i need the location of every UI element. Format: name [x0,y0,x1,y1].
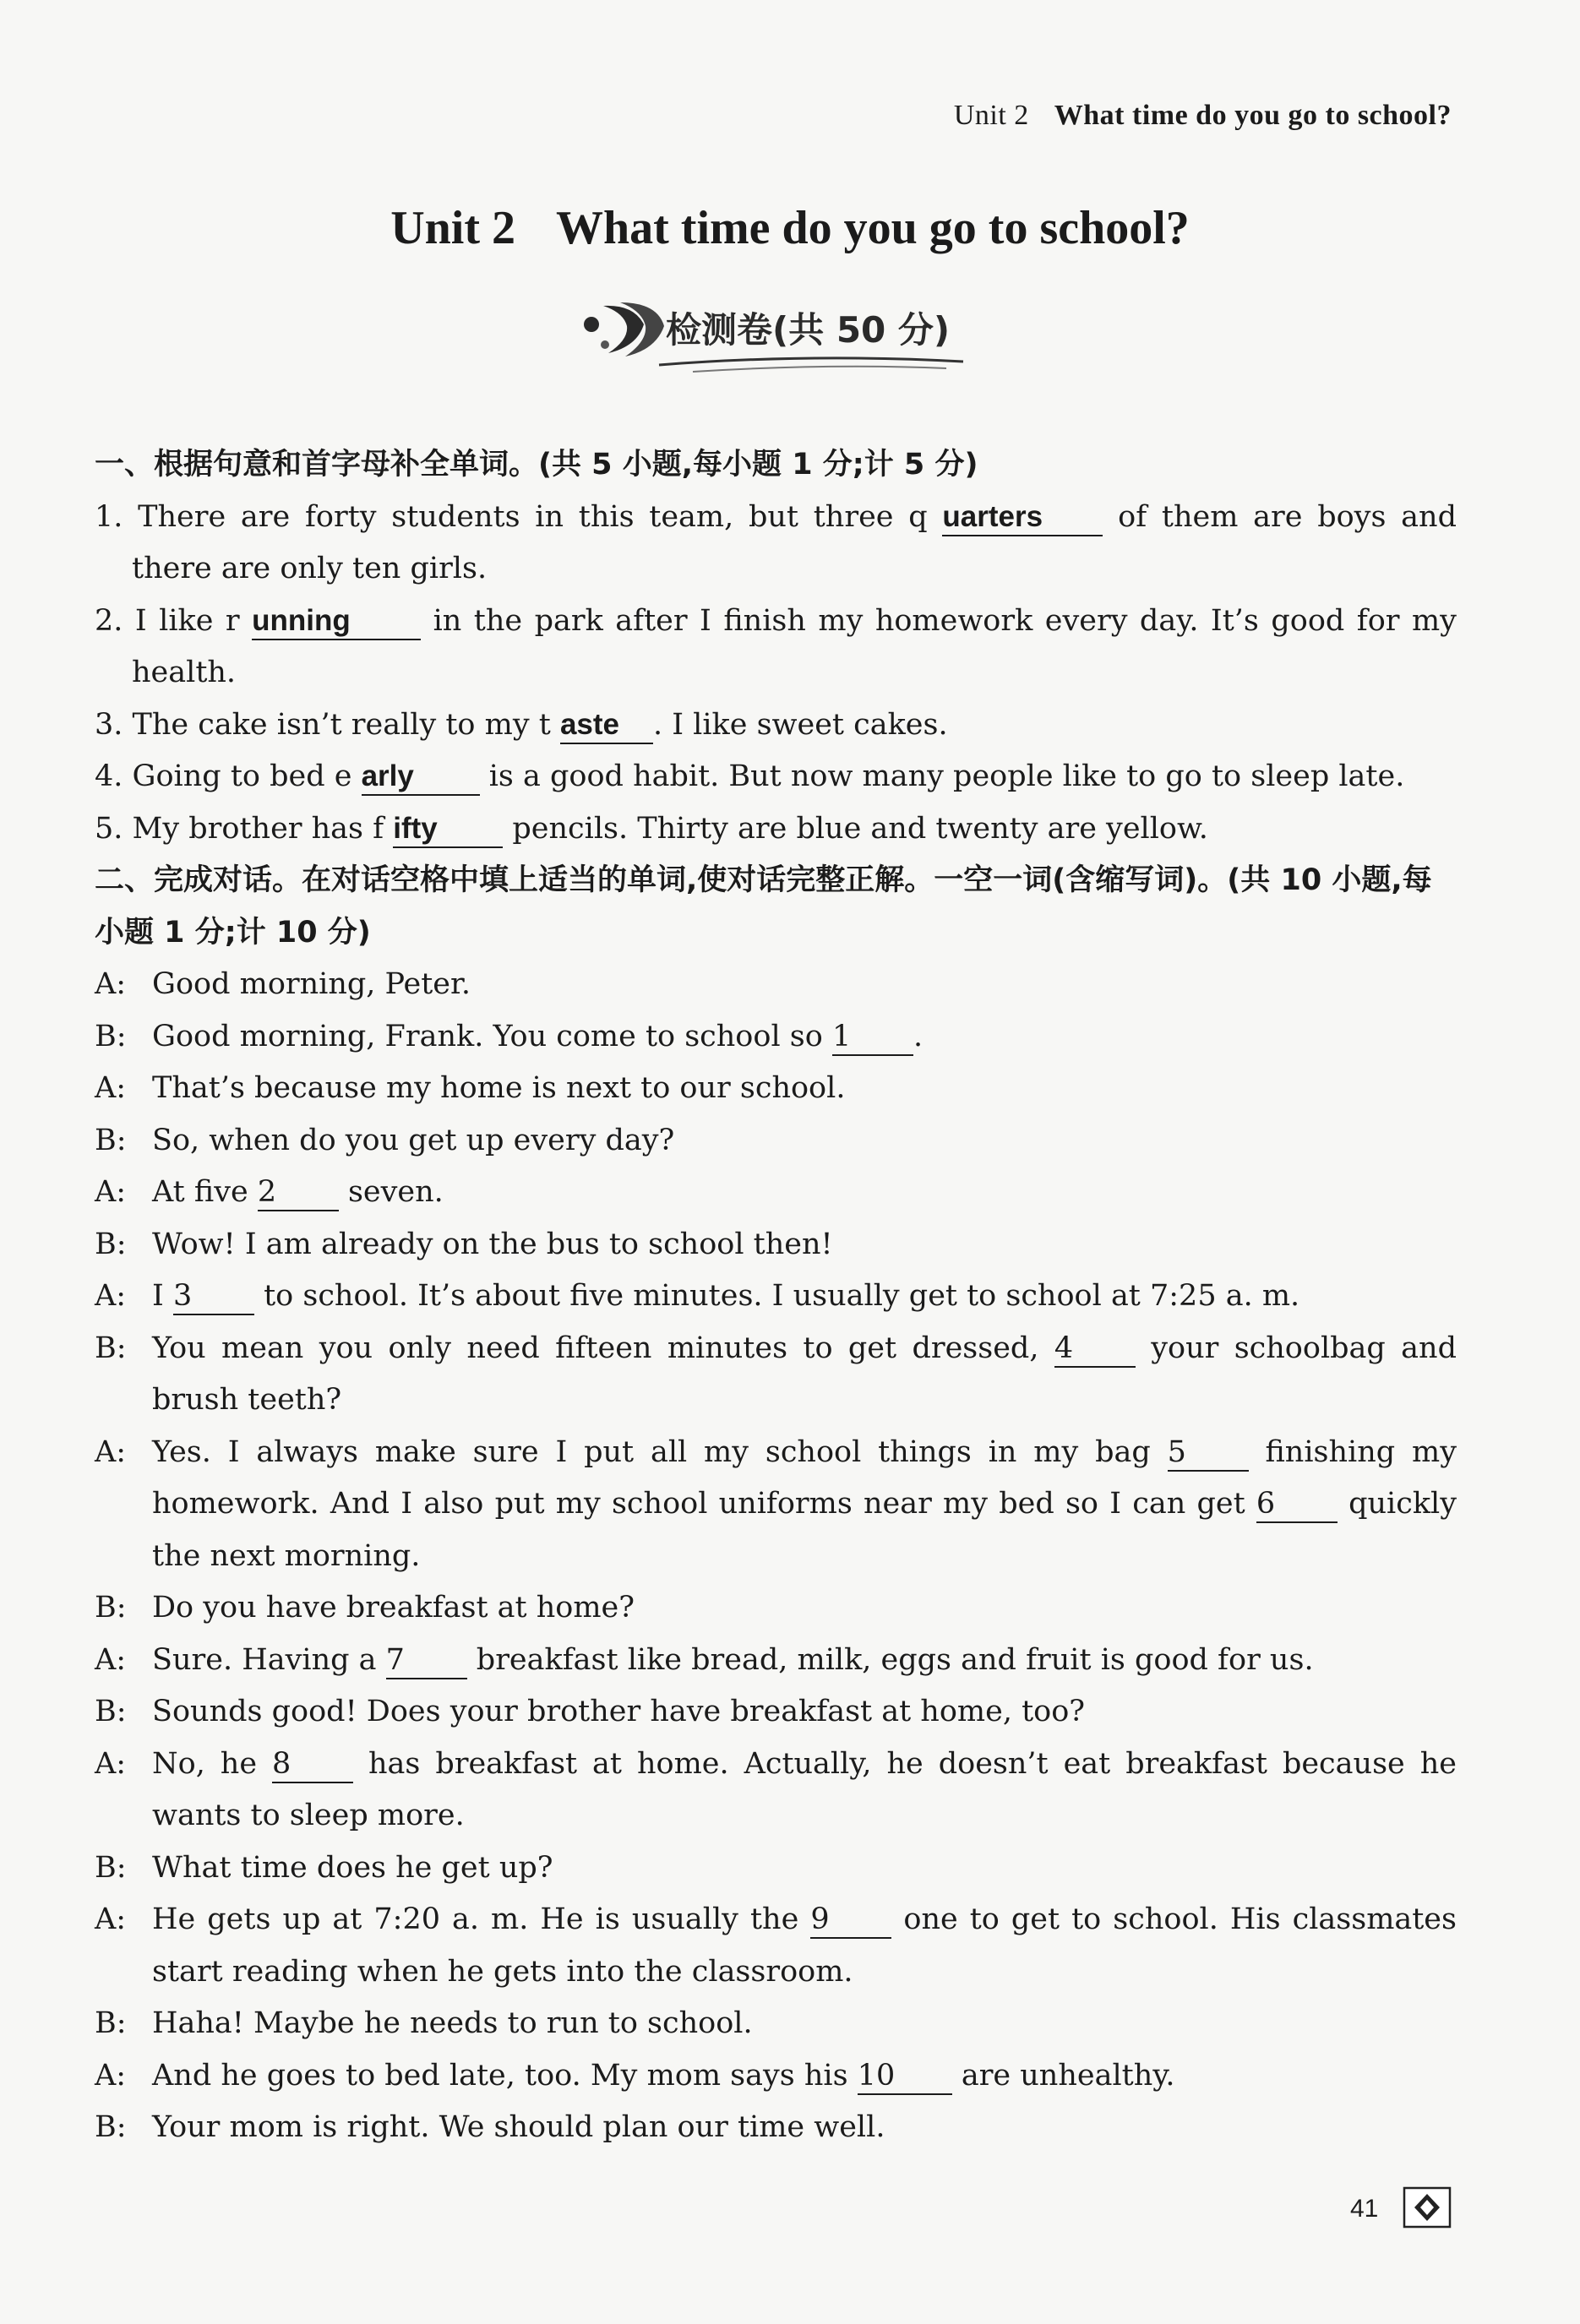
dialogue-line [95,1582,1457,1635]
answer-blank[interactable]: arly [362,759,480,796]
question-text: 3. The cake isn’t really to my t [95,707,551,742]
dialogue-text: What time does he get up? [152,1850,553,1885]
dialogue-text: has breakfast at home. Actually, he doesn’t eat breakfast because he wants to sleep more. [152,1746,1457,1832]
numbered-blank[interactable]: 5 [1168,1434,1249,1472]
dialogue-text: You mean you only need fifteen minutes to get dressed, [152,1331,1039,1365]
speaker-label: A: [95,1279,127,1313]
dialogue-text: He gets up at 7:20 a. m. He is usually the [152,1902,799,1936]
speaker-label: B: [95,1227,127,1261]
answer-blank[interactable]: uarters [942,499,1103,536]
dialogue-text: I [152,1279,164,1313]
running-header [954,100,1452,132]
answer-blank[interactable]: unning [252,603,421,640]
speaker-label: A: [95,1434,127,1469]
dialogue-text: finishing my homework. And I also put my school uniforms near my bed so I can get [152,1434,1457,1521]
dialogue-line [95,1063,1457,1115]
dialogue-text: No, he [152,1746,258,1781]
dialogue-text: Wow! I am already on the bus to school then! [152,1227,833,1261]
speaker-label: A: [95,2058,127,2093]
dialogue-line [95,1323,1457,1427]
dialogue-text: Do you have breakfast at home? [152,1591,635,1625]
numbered-blank[interactable]: 9 [810,1902,891,1939]
dialogue-text: At five [152,1175,248,1209]
running-header-unit: Unit 2 [953,100,1029,131]
numbered-blank[interactable]: 3 [173,1278,254,1315]
numbered-blank[interactable]: 8 [272,1746,353,1783]
page-title-question: What time do you go to school? [556,202,1190,254]
numbered-blank[interactable]: 6 [1256,1486,1338,1523]
dialogue-text: Sure. Having a [152,1642,377,1677]
dialogue-line [95,2050,1457,2103]
dialogue-text: one to get to school. His classmates start reading when he gets into the classroom. [152,1902,1457,1989]
dialogue-line [95,1219,1457,1271]
diamond-icon [1403,2186,1452,2229]
dialogue-text: seven. [347,1175,444,1209]
dialogue-text: So, when do you get up every day? [152,1123,675,1157]
dialogue-line [95,1011,1457,1064]
speaker-label: B: [95,1591,127,1625]
question-text: 4. Going to bed e [95,759,352,793]
speaker-label: A: [95,1642,127,1677]
dialogue-text: quickly the next morning. [152,1487,1457,1573]
dialogue-line [95,959,1457,1011]
numbered-blank[interactable]: 4 [1054,1331,1136,1368]
dialogue-line [95,1115,1457,1167]
section1-items [95,492,1457,856]
dialogue-text: That’s because my home is next to our school. [152,1071,846,1105]
dialogue-line [95,1686,1457,1739]
dialogue-line [95,2102,1457,2154]
question-text: 1. There are forty students in this team, but three q [95,499,928,534]
speaker-label: B: [95,1019,127,1053]
dialogue-text: . [913,1019,923,1053]
speaker-label: B: [95,1331,127,1365]
dialogue-line [95,1167,1457,1219]
dialogue-text: your schoolbag and brush teeth? [152,1331,1457,1417]
page-title [0,201,1580,255]
dialogue-text: Good morning, Frank. You come to school so [152,1019,823,1053]
dialogue-text: breakfast like bread, milk, eggs and fruit is good for us. [476,1642,1314,1677]
question-item [95,492,1457,596]
dialogue-text: to school. It’s about five minutes. I usually get to school at 7:25 a. m. [264,1279,1300,1313]
speaker-label: B: [95,2110,127,2144]
speaker-label: A: [95,1175,127,1209]
numbered-blank[interactable]: 1 [832,1019,913,1056]
dialogue-text: are unhealthy. [961,2058,1175,2093]
dialogue-text: Haha! Maybe he needs to run to school. [152,2006,753,2040]
speaker-label: B: [95,1123,127,1157]
dialogue-text: And he goes to bed late, too. My mom says his [152,2058,848,2093]
question-item [95,699,1457,752]
answer-blank[interactable]: aste [560,707,653,744]
exercise-content [95,439,1457,2154]
question-text: of them are boys and there are only ten girls. [132,499,1457,585]
question-text: 2. I like r [95,603,240,638]
question-text: 5. My brother has f [95,811,384,846]
dialogue-text: Yes. I always make sure I put all my school things in my bag [152,1434,1151,1469]
speaker-label: A: [95,1071,127,1105]
test-badge [575,287,980,380]
numbered-blank[interactable]: 2 [258,1174,339,1211]
dialogue-line [95,1635,1457,1687]
speaker-label: A: [95,1746,127,1781]
question-text: pencils. Thirty are blue and twenty are yellow. [512,811,1208,846]
numbered-blank[interactable]: 7 [386,1642,467,1679]
section2-heading: 二、完成对话。在对话空格中填上适当的单词,使对话完整正解。一空一词(含缩写词)。(共 10 小题,每小题 1 分;计 10 分) [95,863,1432,950]
speaker-label: B: [95,1850,127,1885]
dialogue-line [95,1739,1457,1842]
dialogue-line [95,1894,1457,1998]
dialogue-line [95,1271,1457,1323]
badge-label: 检测卷(共 50 分) [666,309,951,351]
dialogue [95,959,1457,2154]
question-item [95,751,1457,803]
question-text: in the park after I finish my homework every day. It’s good for my health. [132,603,1457,689]
speaker-label: A: [95,1902,127,1936]
dialogue-line [95,1998,1457,2050]
numbered-blank[interactable]: 10 [858,2058,952,2095]
running-header-title: What time do you go to school? [1054,100,1452,131]
dialogue-line [95,1427,1457,1583]
dialogue-text: Sounds good! Does your brother have breakfast at home, too? [152,1695,1086,1728]
answer-blank[interactable]: ifty [393,811,503,848]
page-number: 41 [1350,2195,1379,2223]
speaker-label: B: [95,2006,127,2040]
speaker-label: B: [95,1695,127,1728]
question-item [95,596,1457,699]
section1-heading: 一、根据句意和首字母补全单词。(共 5 小题,每小题 1 分;计 5 分) [95,448,978,482]
question-text: . I like sweet cakes. [652,707,948,742]
speaker-label: A: [95,967,127,1001]
dialogue-text: Your mom is right. We should plan our time well. [152,2110,885,2144]
dialogue-text: Good morning, Peter. [152,967,471,1001]
page-title-unit: Unit 2 [390,202,515,254]
question-text: is a good habit. But now many people like to go to sleep late. [488,759,1405,793]
dialogue-line [95,1842,1457,1895]
question-item [95,803,1457,856]
